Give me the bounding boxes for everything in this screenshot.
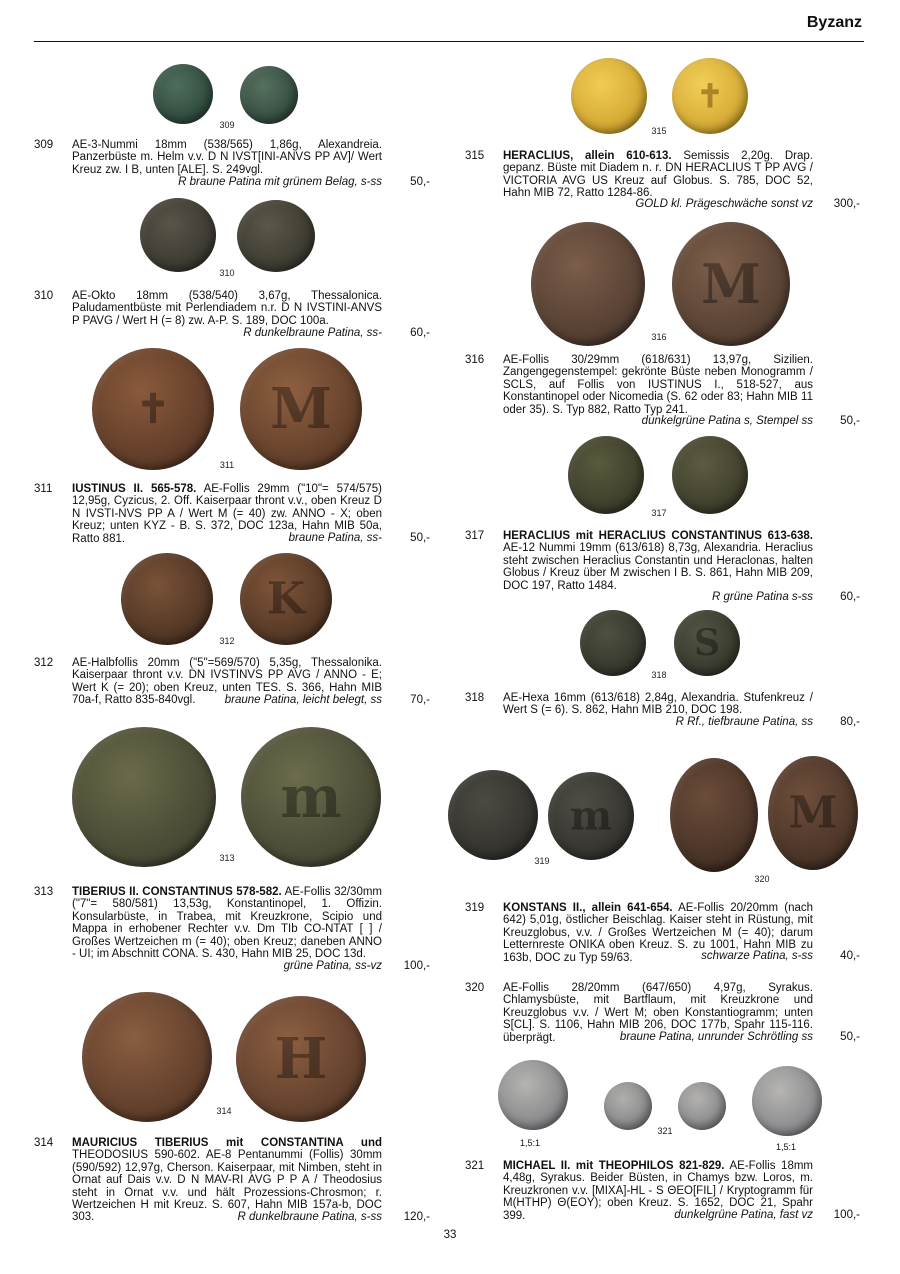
- lot-price: 120,-: [403, 1211, 430, 1223]
- coin-314-obverse: [82, 992, 212, 1122]
- lot-condition: R Rf., tiefbraune Patina, ss: [675, 716, 813, 728]
- lot-number: 316: [465, 354, 485, 366]
- figure-number: 320: [754, 874, 770, 884]
- coin-321-obverse-enlarged: [498, 1060, 568, 1130]
- lot-price: 60,-: [410, 327, 430, 339]
- coin-317-obverse: [568, 436, 644, 514]
- figure-number: 314: [216, 1106, 232, 1116]
- coin-312-reverse: K: [240, 553, 332, 645]
- figure-number: 316: [651, 332, 667, 342]
- lot-condition: grüne Patina, ss-vz: [283, 960, 382, 972]
- coin-312-obverse: [121, 553, 213, 645]
- lot-number: 309: [34, 139, 54, 151]
- figure-number: 311: [219, 460, 235, 470]
- coin-319-reverse: m: [548, 772, 634, 860]
- lot-description: MAURICIUS TIBERIUS mit CONSTANTINA und THEODOSIUS 590-602. AE-8 Pentanummi (Follis) 30mm (590/592) 12,97g, Cherson. Kaiserpaar, mit Nimben, steht in Ornat auf Dais v.v. D N MAV-RI AVG P P A / Theodosius steht in Ornat v.v. und hält Prozessions-Chrosmon; r. Wertzeichen H mit Kreuz. S. 607, Hahn MIB 157a-b, DOC 303.: [72, 1137, 382, 1224]
- lot-number: 313: [34, 886, 54, 898]
- lot-number: 314: [34, 1137, 54, 1149]
- lot-price: 100,-: [403, 960, 430, 972]
- lot-description: AE-3-Nummi 18mm (538/565) 1,86g, Alexandreia. Panzerbüste m. Helm v.v. D N IVST[INI-ANVS PP AV]/ Wert Kreuz zw. I B, unten [ALE]. S. 249vgl.: [72, 139, 382, 176]
- lot-condition: R braune Patina mit grünem Belag, s-ss: [178, 176, 382, 188]
- lot-description: AE-Follis 30/29mm (618/631) 13,97g, Sizilien. Zangengegenstempel: gekrönte Büste neben Monogramm / SCLS, auf Follis von IUSTINUS I., 518-527, aus Konstantinopel oder Nicomedia (S. 62 oder 83; Hahn MIB 11 oder 35). S. Typ 882, Ratto Typ 241.: [503, 354, 813, 416]
- lot-number: 311: [34, 483, 53, 495]
- lot-price: 50,-: [840, 1031, 860, 1043]
- coin-320-obverse: [670, 758, 758, 872]
- lot-number: 319: [465, 902, 485, 914]
- coin-309-obverse: [153, 64, 213, 124]
- scale-label-right: 1,5:1: [776, 1142, 797, 1152]
- coin-321-reverse: [678, 1082, 726, 1130]
- page-header-title: Byzanz: [806, 14, 862, 31]
- lot-price: 50,-: [840, 415, 860, 427]
- figure-number: 310: [219, 268, 235, 278]
- lot-condition: dunkelgrüne Patina, fast vz: [674, 1209, 813, 1221]
- lot-number: 318: [465, 692, 485, 704]
- lot-price: 300,-: [833, 198, 860, 210]
- coin-309-reverse: [240, 66, 298, 124]
- lot-price: 40,-: [840, 950, 860, 962]
- coin-316-reverse: M: [672, 222, 790, 346]
- figure-number: 317: [651, 508, 667, 518]
- lot-number: 310: [34, 290, 54, 302]
- coin-315-reverse: ✝: [672, 58, 748, 134]
- figure-number: 312: [219, 636, 235, 646]
- lot-condition: braune Patina, unrunder Schrötling ss: [619, 1031, 813, 1043]
- coin-311-obverse: ✝: [92, 348, 214, 470]
- lot-price: 80,-: [840, 716, 860, 728]
- lot-description: IUSTINUS II. 565-578. AE-Follis 29mm ("10"= 574/575) 12,95g, Cyzicus, 2. Off. Kaiserpaar thront v.v., oben Kreuz D N IVSTI-NVS PP A / Wert M (= 40) zw. ANNO - X; oben Kreuz; unten KYZ - B. S. 372, DOC 123a, Hahn MIB 50a, Ratto 881.: [72, 483, 382, 545]
- lot-price: 60,-: [840, 591, 860, 603]
- figure-number: 318: [651, 670, 667, 680]
- coin-321-obverse: [604, 1082, 652, 1130]
- header-rule: [34, 41, 864, 42]
- coin-314-reverse: H: [236, 996, 366, 1122]
- lot-condition: dunkelgrüne Patina s, Stempel ss: [641, 415, 813, 427]
- coin-316-obverse: [531, 222, 645, 346]
- coin-317-reverse: [672, 436, 748, 514]
- coin-310-reverse: [237, 200, 315, 272]
- lot-description: TIBERIUS II. CONSTANTINUS 578-582. AE-Follis 32/30mm ("7"= 580/581) 13,53g, Konstantinopel, 1. Offizin. Konsularbüste, in Trabea, mit Kreuzkrone, Scipio und Mappa in erhobener Rechter v.v. Dm TIb CO-NTAT [ ] / Großes Wertzeichen m (= 40); oben Kreuz; daneben ANNO - UI; im Abschnitt CONA. S. 430, Hahn MIB 25, DOC 13d.: [72, 886, 383, 961]
- lot-description: HERACLIUS, allein 610-613. Semissis 2,20g. Drap. gepanz. Büste mit Diadem n. r. DN HERACLIUS T PP AVG / VICTORIA AVG US Kreuz auf Globus. S. 785, DOC 52, Hahn MIB 72, Ratto 1284-86.: [503, 150, 813, 200]
- page-number: 33: [443, 1229, 457, 1241]
- lot-price: 50,-: [410, 176, 430, 188]
- lot-condition: GOLD kl. Prägeschwäche sonst vz: [635, 198, 813, 210]
- coin-318-reverse: S: [674, 610, 740, 676]
- lot-condition: schwarze Patina, s-ss: [701, 950, 813, 962]
- scale-label-left: 1,5:1: [520, 1138, 541, 1148]
- figure-number: 321: [657, 1126, 673, 1136]
- figure-number: 315: [651, 126, 667, 136]
- lot-condition: braune Patina, ss-: [288, 532, 382, 544]
- coin-320-reverse: M: [768, 756, 858, 870]
- figure-number: 309: [219, 120, 235, 130]
- lot-description: AE-Follis 28/20mm (647/650) 4,97g, Syrakus. Chlamysbüste, mit Bartflaum, mit Kreuzkrone und Kreuzglobus v.v. / Wert M; oben Konstantiogramm; unten S[CL]. S. 1106, Hahn MIB 206, DOC 177b, Spahr 115-116. überprägt.: [503, 982, 813, 1044]
- lot-number: 317: [465, 530, 485, 542]
- lot-description: KONSTANS II., allein 641-654. AE-Follis 20/20mm (nach 642) 5,01g, östlicher Beischlag. Kaiser steht in Rüstung, mit Kreuzglobus, v.v. / Großes Wertzeichen M (= 40); darum Letternreste ONIKA oben Kreuz. S. zu 1001, Hahn MIB zu 163b, DOC zu Typ 59/63.: [503, 902, 814, 964]
- lot-number: 312: [34, 657, 54, 669]
- figure-number: 313: [219, 853, 235, 863]
- figure-number: 319: [534, 856, 550, 866]
- lot-condition: R dunkelbraune Patina, ss-: [243, 327, 382, 339]
- coin-315-obverse: [571, 58, 647, 134]
- coin-310-obverse: [140, 198, 216, 272]
- lot-number: 320: [465, 982, 485, 994]
- lot-description: MICHAEL II. mit THEOPHILOS 821-829. AE-Follis 18mm 4,48g, Syrakus. Beider Büsten, in Chamys bzw. Loros, m. Kreuzkronen v.v. [MIXA]-HL - S ΘEO[FIL] / Kryptogramm für M(HTHP) Θ(EOY); oben Kreuz. S. 1652, DOC 21, Spahr 399.: [503, 1160, 813, 1222]
- lot-condition: R grüne Patina s-ss: [712, 591, 813, 603]
- coin-319-obverse: [448, 770, 538, 860]
- coin-313-reverse: m: [241, 727, 381, 867]
- lot-condition: R dunkelbraune Patina, s-ss: [237, 1211, 382, 1223]
- coin-318-obverse: [580, 610, 646, 676]
- lot-number: 315: [465, 150, 485, 162]
- lot-number: 321: [465, 1160, 485, 1172]
- lot-condition: braune Patina, leicht belegt, ss: [224, 694, 382, 706]
- lot-price: 70,-: [410, 694, 430, 706]
- lot-price: 50,-: [410, 532, 430, 544]
- lot-price: 100,-: [833, 1209, 860, 1221]
- lot-description: AE-Okto 18mm (538/540) 3,67g, Thessalonica. Paludamentbüste mit Perlendiadem n.r. D N IVSTINI-ANVS P PAVG / Wert H (= 8) zw. A-P. S. 189, DOC 100a.: [72, 290, 382, 327]
- coin-311-reverse: M: [240, 348, 362, 470]
- coin-321-reverse-enlarged: [752, 1066, 822, 1136]
- lot-description: AE-Hexa 16mm (613/618) 2,84g, Alexandria. Stufenkreuz / Wert S (= 6). S. 862, Hahn MIB 210, DOC 198.: [503, 692, 813, 717]
- lot-description: AE-Halbfollis 20mm ("5"=569/570) 5,35g, Thessalonika. Kaiserpaar thront v.v. DN IVSTINVS PP AVG / ANNO - E; Wert K (= 20); oben Kreuz, unten TES. S. 366, Hahn MIB 70a-f, Ratto 835-840vgl.: [72, 657, 382, 707]
- lot-description: HERACLIUS mit HERACLIUS CONSTANTINUS 613-638. AE-12 Nummi 19mm (613/618) 8,73g, Alexandria. Heraclius steht zwischen Heraclius Constantin und Heraclonas, halten Globus / Kreuz über M zwischen I B. S. 861, Hahn MIB 209, DOC 197, Ratto 1484.: [503, 530, 813, 592]
- coin-313-obverse: [72, 727, 216, 867]
